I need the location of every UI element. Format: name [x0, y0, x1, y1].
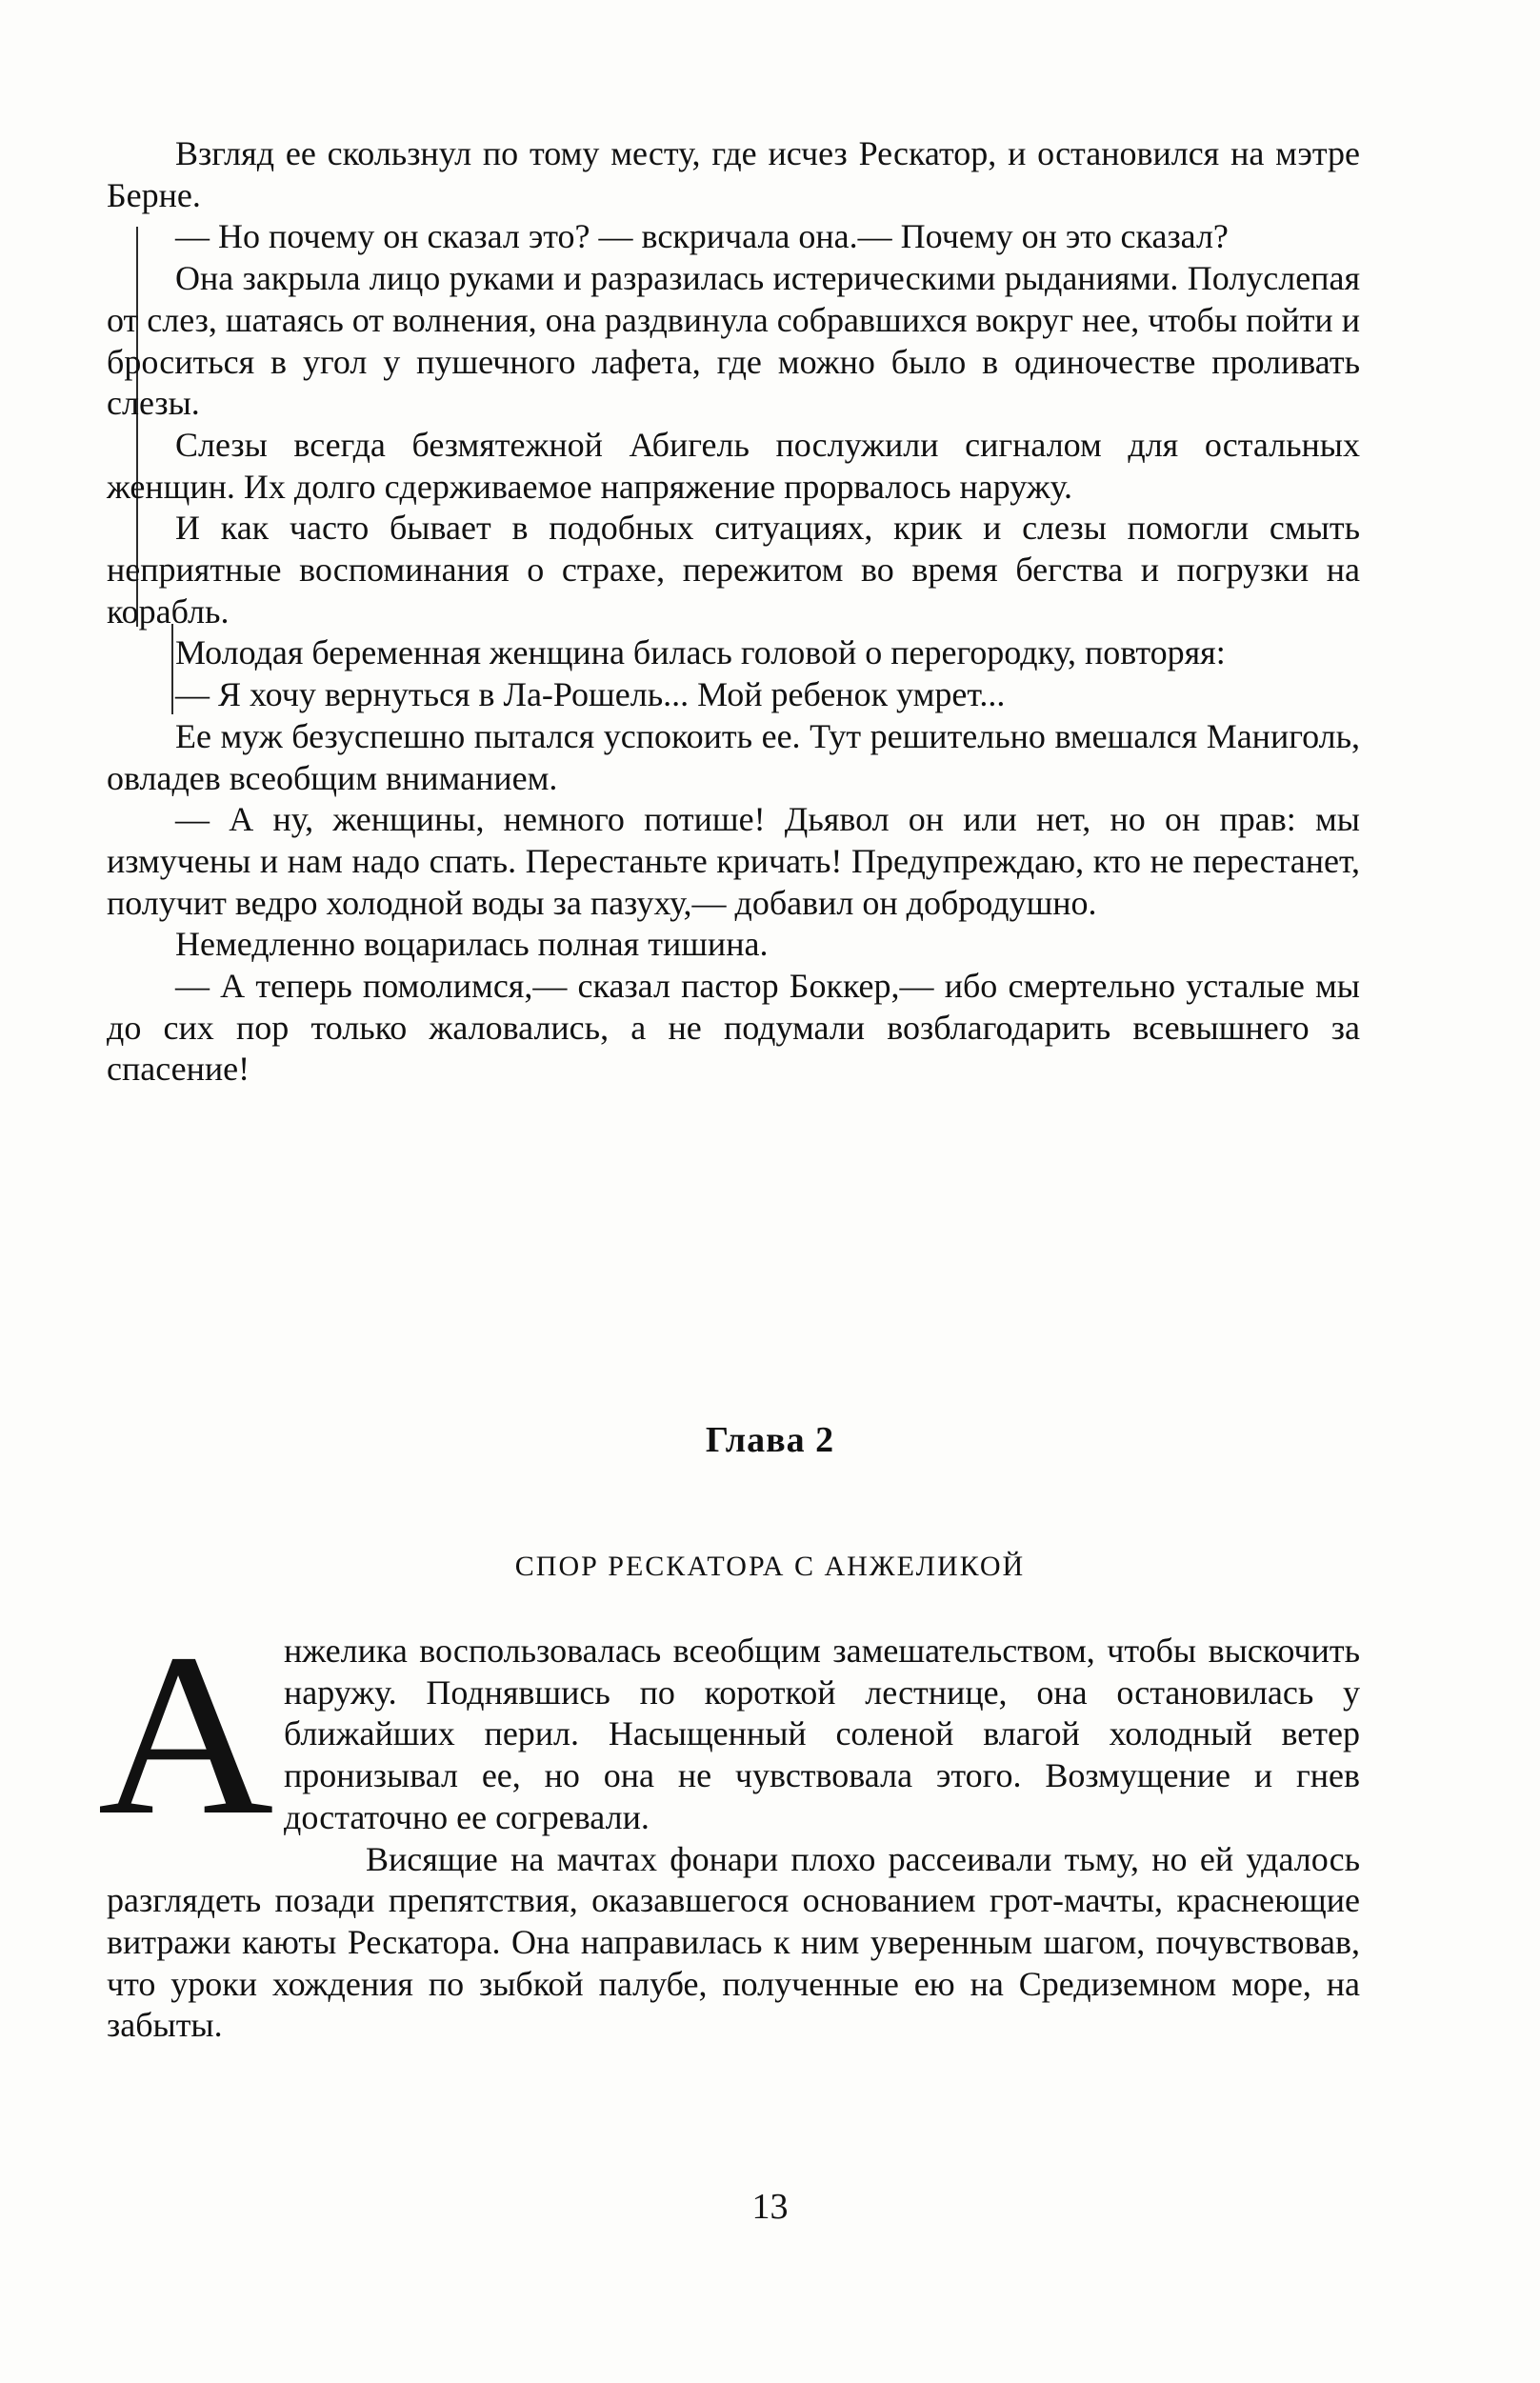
chapter-text	[97, 1606, 1360, 2047]
chapter-label: Глава 2	[705, 1420, 835, 1460]
previous-chapter-text	[107, 133, 1360, 1091]
paragraph: Взгляд ее скользнул по тому месту, где исчез Рескатор, и остановился на мэтре Берне.	[107, 134, 1360, 214]
drop-cap-letter: А	[97, 1606, 274, 1863]
paragraph: Ее муж безуспешно пытался успокоить ее. Тут решительно вмешался Маниголь, овладев всеобщим вниманием.	[107, 716, 1360, 797]
chapter-first-paragraph	[97, 1606, 1360, 1863]
paragraph: — Я хочу вернуться в Ла-Рошель... Мой ребенок умрет...	[175, 675, 1006, 714]
chapter-title: СПОР РЕСКАТОРА С АНЖЕЛИКОЙ	[514, 1551, 1026, 1582]
paragraph: — А ну, женщины, немного потише! Дьявол он или нет, но он прав: мы измучены и нам надо спать. Перестаньте кричать! Предупреждаю, кто не перестанет, получит ведро холодной воды за пазуху,— добавил он добродушно.	[107, 800, 1360, 922]
paragraph: Слезы всегда безмятежной Абигель послужили сигналом для остальных женщин. Их долго сдерживаемое напряжение прорвалось наружу.	[107, 425, 1360, 506]
page-number: 13	[751, 2187, 789, 2227]
paragraph: — Но почему он сказал это? — вскричала она.— Почему он это сказал?	[175, 217, 1229, 256]
paragraph: Молодая беременная женщина билась головой о перегородку, повторяя:	[175, 633, 1226, 672]
paragraph: Немедленно воцарилась полная тишина.	[175, 925, 769, 964]
chapter-second-paragraph: Висящие на мачтах фонари плохо рассеивали тьму, но ей удалось разглядеть позади препятствия, оказавшегося основанием грот-мачты, краснеющие витражи каюты Рескатора. Она направилась к ним уверенным шагом, почувствовав, что уроки хождения по зыбкой палубе, полученные ею на Средиземном море, на забыты.	[107, 1839, 1360, 2045]
paragraph: И как часто бывает в подобных ситуациях, крик и слезы помогли смыть неприятные воспоминания о страхе, пережитом во время бегства и погрузки на корабль.	[107, 509, 1360, 631]
paragraph: Она закрыла лицо руками и разразилась истерическими рыданиями. Полуслепая от слез, шатаясь от волнения, она раздвинула собравшихся вокруг нее, чтобы пойти и броситься в угол у пушечного лафета, где можно было в одиночестве проливать слезы.	[107, 259, 1360, 423]
paragraph: — А теперь помолимся,— сказал пастор Боккер,— ибо смертельно усталые мы до сих пор только жаловались, а не подумали возблагодарить всевышнего за спасение!	[107, 967, 1360, 1089]
chapter-first-paragraph-text: нжелика воспользовалась всеобщим замешательством, чтобы выскочить наружу. Поднявшись по короткой лестнице, она остановилась у ближайших перил. Насыщенный соленой влагой холодный ветер пронизывал ее, но она не чувствовала этого. Возмущение и гнев достаточно ее согревали.	[284, 1632, 1360, 1836]
